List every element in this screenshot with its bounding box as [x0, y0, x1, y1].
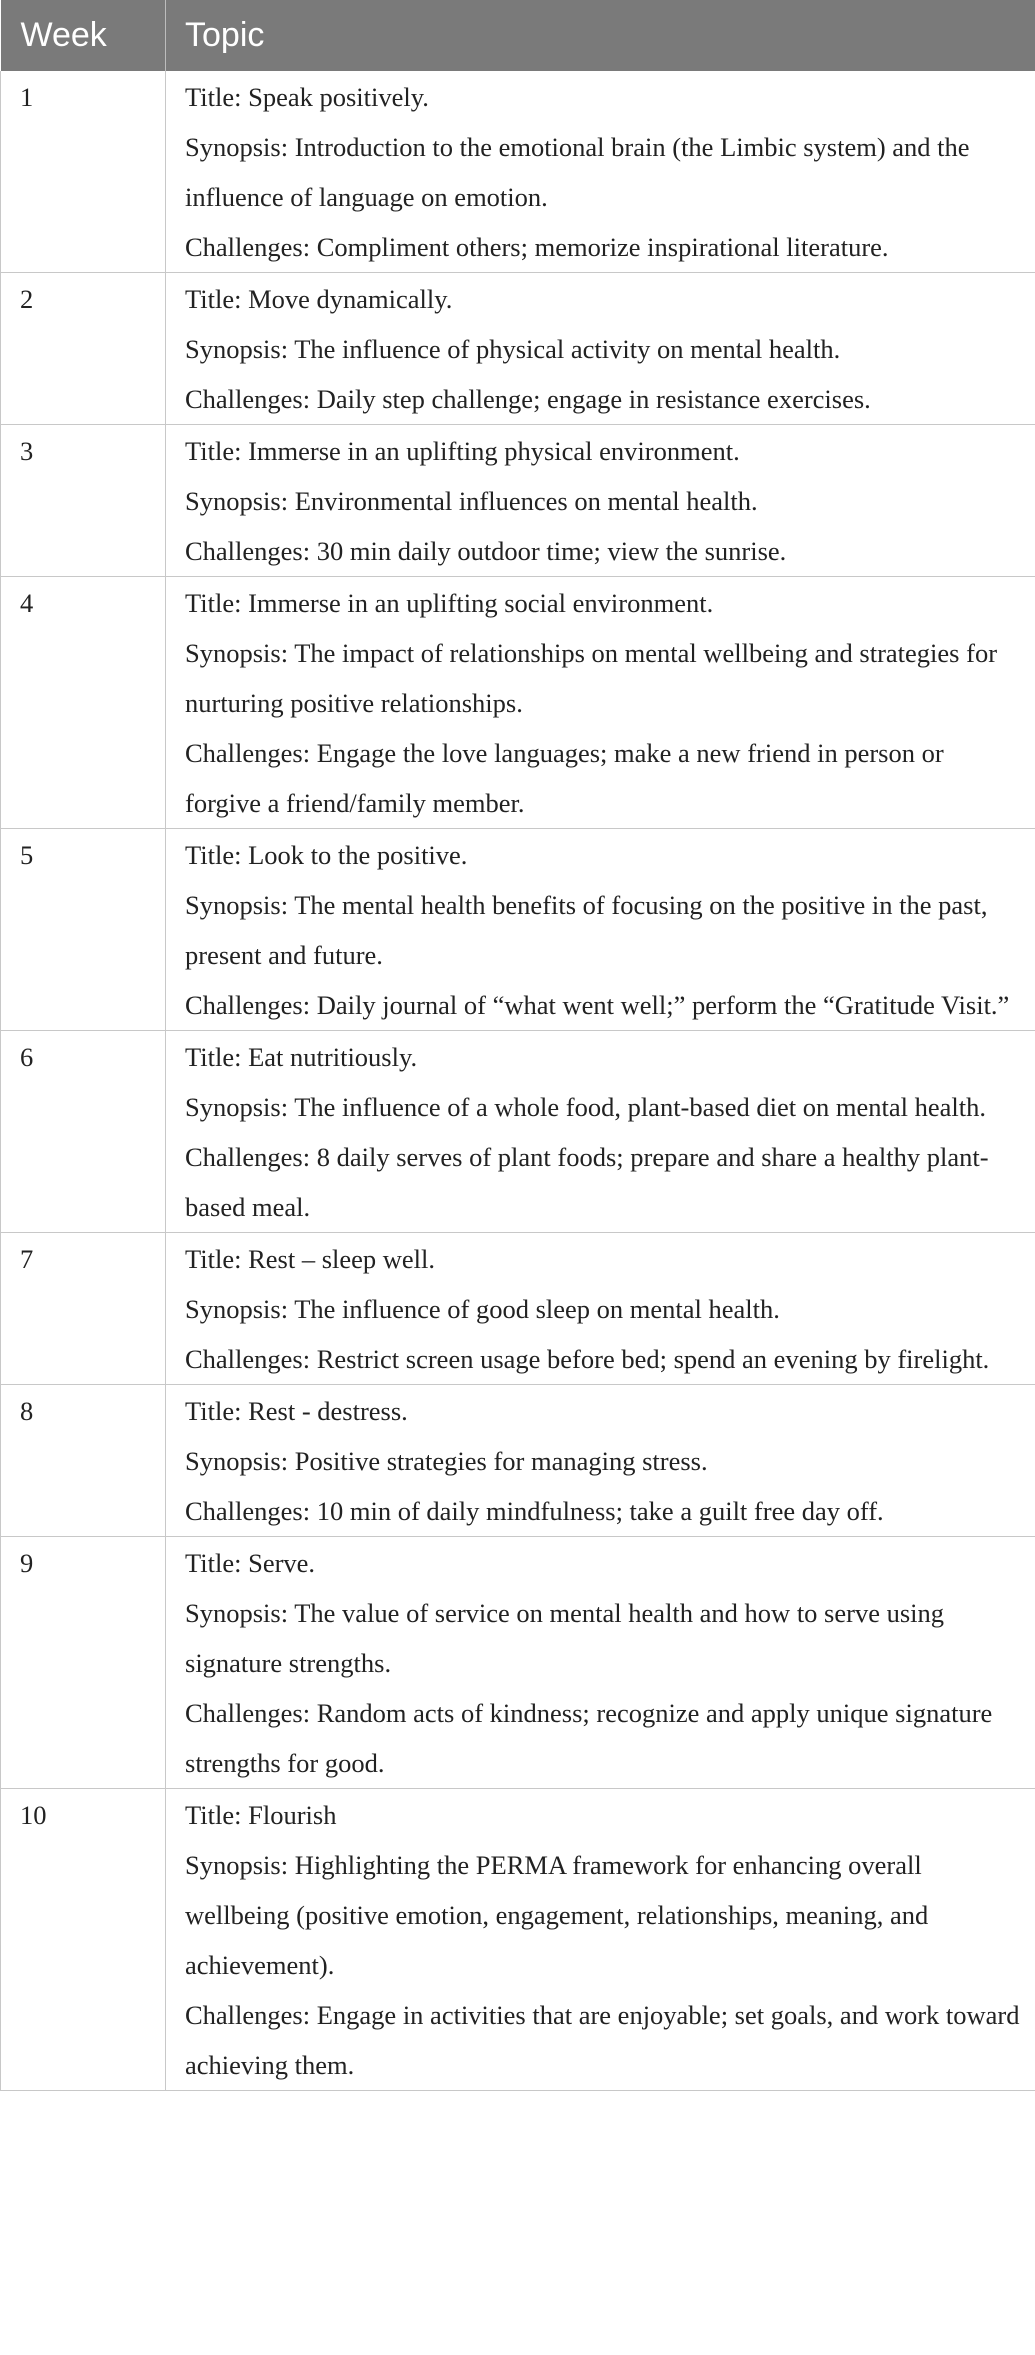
- table-header: [1, 0, 1035, 71]
- topic-synopsis: Synopsis: Environmental influences on mental health.: [185, 486, 758, 516]
- topic-cell: [166, 1031, 1035, 1233]
- week-number-cell: [1, 1537, 166, 1789]
- topic-challenges: Challenges: Random acts of kindness; recognize and apply unique signature strengths for good.: [185, 1698, 993, 1778]
- header-row: [1, 0, 1035, 71]
- column-header-topic: Topic: [166, 0, 1035, 71]
- topic-title: Title: Flourish: [185, 1800, 337, 1830]
- table-row: [1, 425, 1035, 577]
- topic-synopsis: Synopsis: The influence of physical activity on mental health.: [185, 334, 841, 364]
- week-number-cell: [1, 1233, 166, 1385]
- table-body: [1, 71, 1035, 2091]
- topic-title: Title: Speak positively.: [185, 82, 429, 112]
- topic-challenges: Challenges: 10 min of daily mindfulness; take a guilt free day off.: [185, 1496, 884, 1526]
- topic-synopsis: Synopsis: Introduction to the emotional brain (the Limbic system) and the influence of language on emotion.: [185, 132, 970, 212]
- topic-title: Title: Eat nutritiously.: [185, 1042, 418, 1072]
- week-number: 2: [20, 284, 34, 314]
- topic-synopsis: Synopsis: The influence of good sleep on mental health.: [185, 1294, 780, 1324]
- topic-cell: [166, 1789, 1035, 2091]
- week-number-cell: [1, 273, 166, 425]
- week-number-cell: [1, 1789, 166, 2091]
- week-number: 1: [20, 82, 34, 112]
- topic-title: Title: Rest - destress.: [185, 1396, 408, 1426]
- table-row: [1, 1233, 1035, 1385]
- topic-cell: [166, 1537, 1035, 1789]
- table-row: [1, 1537, 1035, 1789]
- week-number-cell: [1, 425, 166, 577]
- table-row: [1, 273, 1035, 425]
- week-number: 9: [20, 1548, 34, 1578]
- table-row: [1, 1031, 1035, 1233]
- topic-synopsis: Synopsis: Highlighting the PERMA framework for enhancing overall wellbeing (positive emotion, engagement, relationships, meaning, and achievement).: [185, 1850, 929, 1980]
- topic-title: Title: Immerse in an uplifting social environment.: [185, 588, 714, 618]
- topic-challenges: Challenges: 8 daily serves of plant foods; prepare and share a healthy plant-based meal.: [185, 1142, 989, 1222]
- week-number-cell: [1, 829, 166, 1031]
- topic-title: Title: Move dynamically.: [185, 284, 453, 314]
- week-number: 6: [20, 1042, 34, 1072]
- table-row: [1, 829, 1035, 1031]
- topic-synopsis: Synopsis: The value of service on mental health and how to serve using signature strengths.: [185, 1598, 945, 1678]
- topic-cell: [166, 829, 1035, 1031]
- week-number-cell: [1, 1385, 166, 1537]
- week-number-cell: [1, 1031, 166, 1233]
- topic-cell: [166, 273, 1035, 425]
- week-number: 7: [20, 1244, 34, 1274]
- week-number-cell: [1, 577, 166, 829]
- table-row: [1, 1789, 1035, 2091]
- table-row: [1, 577, 1035, 829]
- topic-title: Title: Rest – sleep well.: [185, 1244, 436, 1274]
- topic-challenges: Challenges: Restrict screen usage before bed; spend an evening by firelight.: [185, 1344, 990, 1374]
- topic-cell: [166, 1385, 1035, 1537]
- topic-cell: [166, 71, 1035, 273]
- topic-synopsis: Synopsis: Positive strategies for managing stress.: [185, 1446, 708, 1476]
- topic-challenges: Challenges: Daily journal of “what went well;” perform the “Gratitude Visit.”: [185, 990, 1010, 1020]
- topic-title: Title: Serve.: [185, 1548, 316, 1578]
- table-row: [1, 1385, 1035, 1537]
- week-number: 3: [20, 436, 34, 466]
- topic-title: Title: Look to the positive.: [185, 840, 468, 870]
- topic-challenges: Challenges: Engage in activities that are enjoyable; set goals, and work toward achieving them.: [185, 2000, 1020, 2080]
- week-number: 10: [20, 1800, 47, 1830]
- table-row: [1, 71, 1035, 273]
- topic-synopsis: Synopsis: The mental health benefits of focusing on the positive in the past, present and future.: [185, 890, 988, 970]
- week-number-cell: [1, 71, 166, 273]
- topic-synopsis: Synopsis: The influence of a whole food, plant-based diet on mental health.: [185, 1092, 986, 1122]
- topic-cell: [166, 577, 1035, 829]
- column-header-week: Week: [1, 0, 166, 71]
- topic-challenges: Challenges: Engage the love languages; make a new friend in person or forgive a friend/family member.: [185, 738, 944, 818]
- topic-challenges: Challenges: Compliment others; memorize inspirational literature.: [185, 232, 889, 262]
- topic-cell: [166, 1233, 1035, 1385]
- topic-title: Title: Immerse in an uplifting physical environment.: [185, 436, 740, 466]
- topic-challenges: Challenges: 30 min daily outdoor time; view the sunrise.: [185, 536, 787, 566]
- topic-cell: [166, 425, 1035, 577]
- topic-challenges: Challenges: Daily step challenge; engage in resistance exercises.: [185, 384, 871, 414]
- week-number: 8: [20, 1396, 34, 1426]
- week-number: 5: [20, 840, 34, 870]
- topic-synopsis: Synopsis: The impact of relationships on mental wellbeing and strategies for nurturing positive relationships.: [185, 638, 998, 718]
- week-number: 4: [20, 588, 34, 618]
